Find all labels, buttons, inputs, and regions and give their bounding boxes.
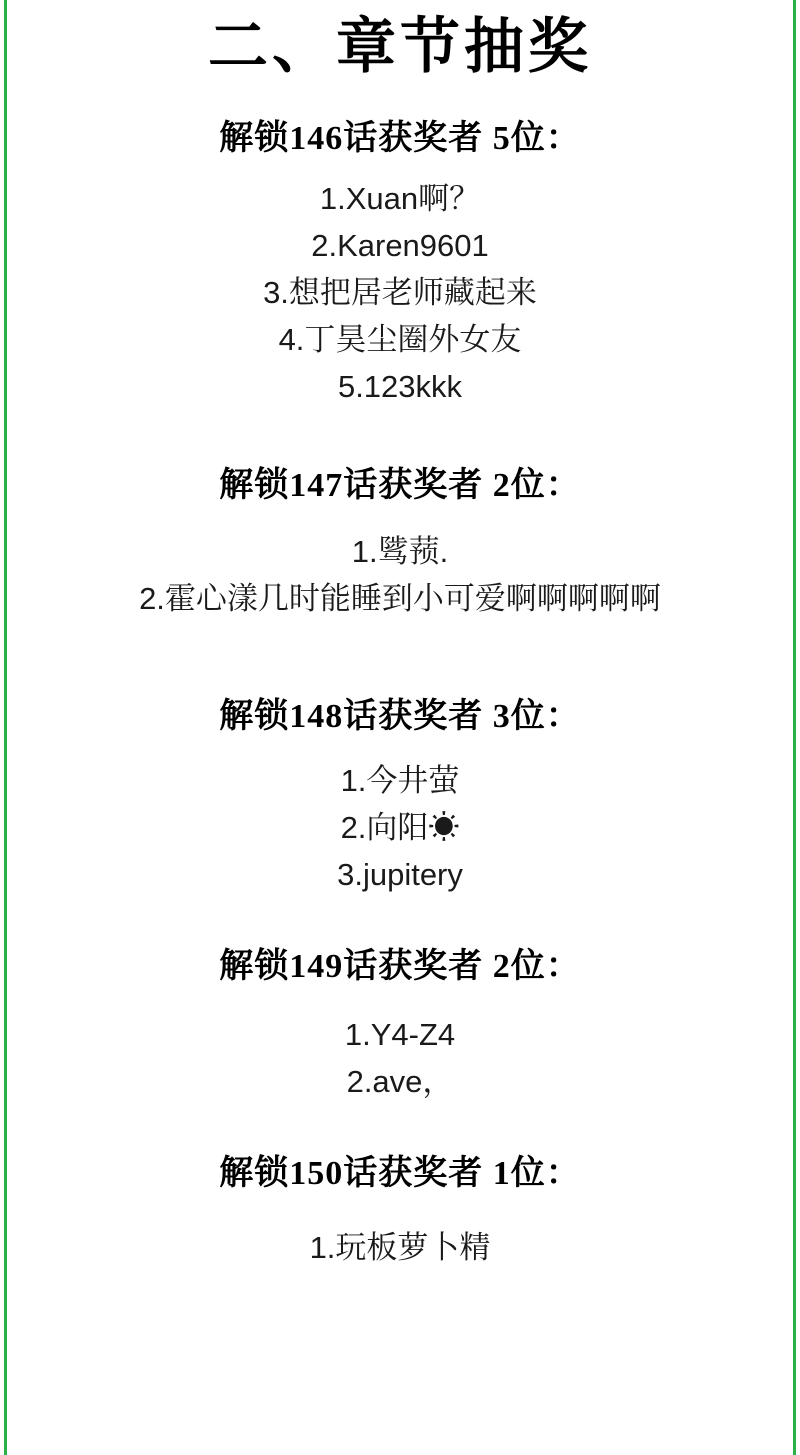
section-chapter-146 xyxy=(28,110,772,411)
section-heading: 解锁148话获奖者 3位： xyxy=(219,697,581,735)
page-title: 二、章节抽奖 xyxy=(208,14,592,80)
list-item: 3.想把居老师藏起来 xyxy=(263,275,537,311)
section-chapter-149 xyxy=(28,938,772,1105)
list-item: 2.向阳☀ xyxy=(340,809,460,845)
section-chapter-150 xyxy=(28,1145,772,1271)
section-chapter-148 xyxy=(28,688,772,898)
section-heading: 解锁150话获奖者 1位： xyxy=(219,1155,581,1193)
list-item: 1.骘蓣. xyxy=(351,533,449,569)
winner-list xyxy=(28,1011,772,1105)
winner-list xyxy=(28,757,772,898)
list-item: 5.123kkk xyxy=(337,369,463,405)
list-item: 2.霍心漾几时能睡到小可爱啊啊啊啊啊 xyxy=(139,580,661,616)
list-item: 2.ave， xyxy=(346,1064,454,1100)
section-heading: 解锁149话获奖者 2位： xyxy=(219,948,581,986)
winner-list xyxy=(28,1224,772,1271)
list-item: 4.丁昊尘圈外女友 xyxy=(278,322,522,358)
list-item: 1.玩板萝卜精 xyxy=(309,1230,491,1266)
list-item: 3.jupitery xyxy=(337,856,463,892)
section-heading: 解锁147话获奖者 2位： xyxy=(219,466,581,504)
list-item: 1.Y4-Z4 xyxy=(344,1017,456,1053)
winner-list xyxy=(28,528,772,622)
section-heading: 解锁146话获奖者 5位： xyxy=(219,120,581,157)
winner-list xyxy=(28,175,772,411)
list-item: 1.Xuan啊？ xyxy=(319,181,481,216)
list-item: 2.Karen9601 xyxy=(311,228,489,264)
list-item: 1.今井萤 xyxy=(340,762,460,798)
section-chapter-147 xyxy=(28,457,772,622)
